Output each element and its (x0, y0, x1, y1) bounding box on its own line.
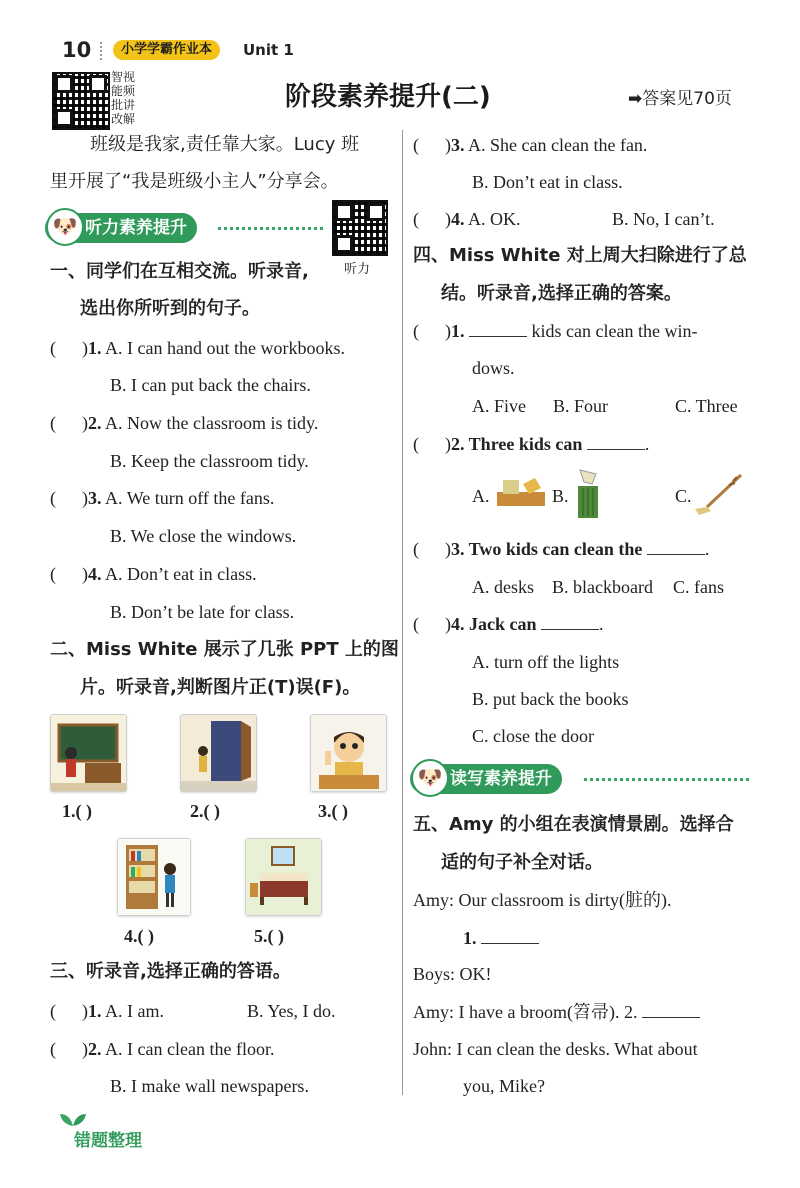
s1-title-2: 选出你所听到的句子。 (80, 298, 260, 319)
dialog-line-4: Amy: I have a broom(笤帚). 2. (413, 1001, 700, 1023)
s4-q3-opt-c: C. fans (673, 577, 724, 597)
reading-banner-dots (584, 778, 749, 781)
unit-label: Unit 1 (243, 41, 294, 59)
dialog-line-6: you, Mike? (463, 1076, 545, 1096)
s3-q2: ( )2. A. I can clean the floor. (50, 1039, 275, 1059)
dialog-line-5: John: I can clean the desks. What about (413, 1039, 698, 1059)
s4-q1-opt-c: C. Three (675, 396, 738, 416)
s1-q1: ( )1. A. I can hand out the workbooks. (50, 338, 345, 358)
dog-mascot-icon: 🐶 (46, 208, 84, 246)
cleaning-desk-icon (495, 474, 547, 514)
dialog-line-3: Boys: OK! (413, 964, 492, 984)
s4-q2-opt-a: A. (472, 486, 490, 506)
s1-q4: ( )4. A. Don’t eat in class. (50, 564, 257, 584)
banner-dots (218, 227, 323, 230)
s4-q2: ( )2. Three kids can . (413, 434, 650, 454)
s3-q1: ( )1. A. I am. (50, 1001, 164, 1021)
s4-q4-opt-b: B. put back the books (472, 689, 629, 709)
s4-q1-cont: dows. (472, 358, 515, 378)
s4-q1: ( )1. kids can clean the win- (413, 321, 698, 341)
page-title: 阶段素养提升(二) (285, 82, 491, 112)
dialog-line-2: 1. (463, 927, 539, 949)
s4-q1-opt-a: A. Five (472, 396, 526, 416)
s3-q3-b: B. Don’t eat in class. (472, 172, 623, 192)
page-number: 10 (62, 38, 92, 62)
s3-q3: ( )3. A. She can clean the fan. (413, 135, 648, 155)
s4-title-1: 四、Miss White 对上周大扫除进行了总 (413, 245, 747, 266)
pic-label-4: 4.( ) (124, 926, 154, 946)
broom-icon (693, 473, 745, 521)
trash-bin-icon (574, 466, 602, 524)
s3-q1-b: B. Yes, I do. (247, 1001, 336, 1021)
picture-blackboard (50, 714, 127, 792)
s5-title-2: 适的句子补全对话。 (441, 852, 603, 873)
dialog-line-1: Amy: Our classroom is dirty(脏的). (413, 890, 672, 910)
pic-label-3: 3.( ) (318, 801, 348, 821)
s1-q2: ( )2. A. Now the classroom is tidy. (50, 413, 319, 433)
s1-q4-b: B. Don’t be late for class. (110, 602, 295, 622)
s4-q2-opt-c: C. (675, 486, 692, 506)
picture-bookshelf (117, 838, 191, 916)
reading-banner: 读写素养提升 (410, 764, 562, 794)
qr-caption: 智视 能频 批讲 改解 (111, 70, 136, 126)
answer-ref: ➡答案见70页 (628, 89, 732, 109)
picture-door (180, 714, 257, 792)
intro-line-1: 班级是我家,责任靠大家。Lucy 班 (90, 134, 360, 155)
s1-q2-b: B. Keep the classroom tidy. (110, 451, 309, 471)
s1-q1-b: B. I can put back the chairs. (110, 375, 311, 395)
s2-title-2: 片。听录音,判断图片正(T)误(F)。 (80, 677, 361, 698)
listening-qr-code[interactable] (332, 200, 388, 256)
pic-label-1: 1.( ) (62, 801, 92, 821)
arrow-right-icon: ➡ (628, 89, 643, 109)
intro-line-2: 里开展了“我是班级小主人”分享会。 (50, 171, 339, 192)
column-divider (402, 130, 403, 1095)
s1-q3: ( )3. A. We turn off the fans. (50, 488, 275, 508)
s4-q3: ( )3. Two kids can clean the . (413, 539, 710, 559)
s5-title-1: 五、Amy 的小组在表演情景剧。选择合 (413, 814, 734, 835)
pic-label-2: 2.( ) (190, 801, 220, 821)
s3-q4: ( )4. A. OK. (413, 209, 521, 229)
book-name-badge: 小学学霸作业本 (113, 40, 220, 60)
s4-q4: ( )4. Jack can . (413, 614, 604, 634)
s4-q2-opt-b: B. (552, 486, 569, 506)
picture-bedroom (245, 838, 322, 916)
footer-label: 错题整理 (74, 1131, 142, 1151)
s3-q4-b: B. No, I can’t. (612, 209, 715, 229)
pic-label-5: 5.( ) (254, 926, 284, 946)
s4-q3-opt-a: A. desks (472, 577, 534, 597)
video-qr-code[interactable] (52, 72, 110, 130)
s4-q4-opt-c: C. close the door (472, 726, 594, 746)
s1-q3-b: B. We close the windows. (110, 526, 297, 546)
listening-banner: 听力素养提升 (45, 213, 197, 243)
listening-qr-label: 听力 (344, 262, 371, 277)
s1-title-1: 一、同学们在互相交流。听录音, (50, 261, 309, 282)
dog-pen-mascot-icon: 🐶 (411, 759, 449, 797)
header-separator (100, 42, 104, 60)
s4-q3-opt-b: B. blackboard (552, 577, 653, 597)
picture-boy (310, 714, 387, 792)
s4-q1-opt-b: B. Four (553, 396, 609, 416)
s4-title-2: 结。听录音,选择正确的答案。 (441, 283, 682, 304)
s3-title: 三、听录音,选择正确的答语。 (50, 961, 291, 982)
s4-q4-opt-a: A. turn off the lights (472, 652, 620, 672)
s2-title-1: 二、Miss White 展示了几张 PPT 上的图 (50, 639, 399, 660)
s3-q2-b: B. I make wall newspapers. (110, 1076, 309, 1096)
